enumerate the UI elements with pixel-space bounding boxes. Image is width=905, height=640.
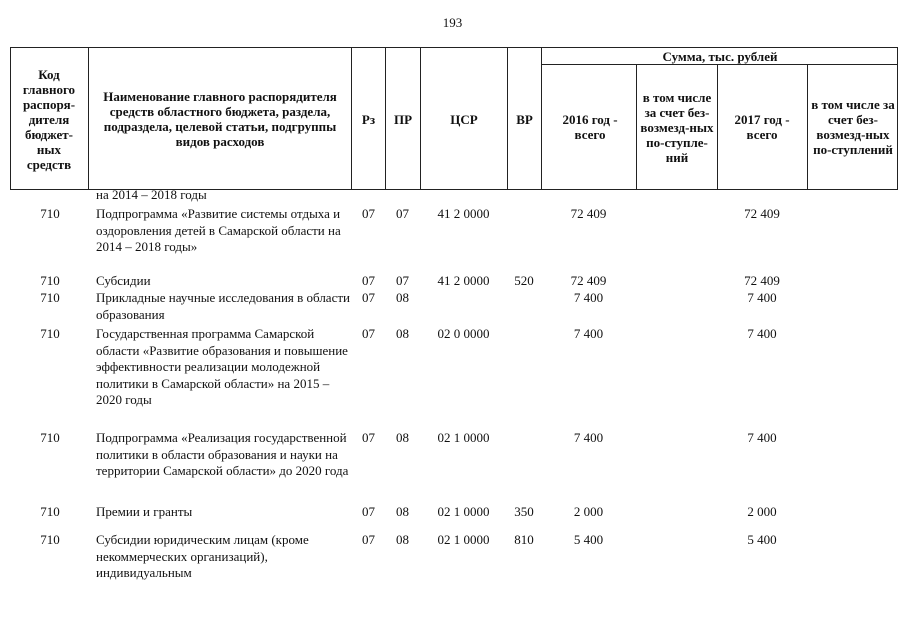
row-vr: 810 bbox=[514, 532, 534, 547]
header-2017-free: в том числе за счет без-возмезд-ных по-ступлений bbox=[811, 97, 895, 157]
row-name: Субсидии юридическим лицам (кроме некоммерческих организаций), индивидуальным bbox=[96, 532, 309, 580]
row-sum-2016: 7 400 bbox=[573, 290, 604, 305]
row-code: 710 bbox=[40, 326, 60, 341]
row-sum-2017: 72 409 bbox=[744, 273, 780, 288]
row-rz: 07 bbox=[362, 206, 375, 221]
row-rz: 07 bbox=[362, 273, 375, 288]
row-rz: 07 bbox=[362, 504, 375, 519]
row-pr: 08 bbox=[396, 430, 409, 445]
row-sum-2017: 72 409 bbox=[744, 206, 780, 221]
row-code: 710 bbox=[40, 273, 60, 288]
row-sum-2017: 7 400 bbox=[747, 326, 777, 341]
row-sum-2016: 7 400 bbox=[573, 430, 604, 445]
row-sum-2017: 7 400 bbox=[747, 290, 777, 305]
header-csr: ЦСР bbox=[450, 111, 478, 127]
row-rz: 07 bbox=[362, 290, 375, 305]
row-name: Подпрограмма «Реализация государственной политики в области образования и науки на территории Самарской области» до 2020 года bbox=[96, 430, 349, 478]
header-rz: Рз bbox=[361, 111, 376, 127]
header-sum-group: Сумма, тыс. рублей bbox=[662, 48, 778, 64]
row-pr: 07 bbox=[396, 206, 409, 221]
row-code: 710 bbox=[40, 532, 60, 547]
header-name: Наименование главного распорядителя средств областного бюджета, раздела, подраздела, целевой статьи, подгруппы видов расходов bbox=[103, 89, 337, 149]
row-vr: 350 bbox=[514, 504, 534, 519]
row-name: Прикладные научные исследования в области образования bbox=[96, 290, 350, 322]
row-code: 710 bbox=[40, 430, 60, 445]
header-pr: ПР bbox=[393, 111, 413, 127]
row-csr: 02 1 0000 bbox=[437, 532, 490, 547]
row-sum-2017: 7 400 bbox=[747, 430, 777, 445]
header-code: Код главного распоря-дителя бюджет-ных средств bbox=[22, 66, 76, 172]
row-code: 710 bbox=[40, 290, 60, 305]
row-csr: 02 0 0000 bbox=[437, 326, 490, 341]
row-sum-2016: 2 000 bbox=[573, 504, 604, 519]
header-2017-total: 2017 год - всего bbox=[734, 112, 790, 142]
row-rz: 07 bbox=[362, 326, 375, 341]
row-name: на 2014 – 2018 годы bbox=[96, 187, 207, 202]
row-csr: 41 2 0000 bbox=[437, 206, 490, 221]
row-pr: 08 bbox=[396, 326, 409, 341]
row-name: Субсидии bbox=[96, 273, 151, 288]
row-name: Подпрограмма «Развитие системы отдыха и оздоровления детей в Самарской области на 2014 – 2018 годы» bbox=[96, 206, 341, 254]
row-csr: 02 1 0000 bbox=[437, 430, 490, 445]
row-vr: 520 bbox=[514, 273, 534, 288]
row-pr: 08 bbox=[396, 532, 409, 547]
row-csr: 02 1 0000 bbox=[437, 504, 490, 519]
row-name: Государственная программа Самарской области «Развитие образования и повышение эффективности реализации молодежной политики в Самарской области» на 2015 – 2020 годы bbox=[96, 326, 348, 407]
row-sum-2016: 5 400 bbox=[573, 532, 604, 547]
header-2016-total: 2016 год - всего bbox=[562, 112, 618, 142]
page-number: 193 bbox=[442, 15, 463, 30]
row-sum-2017: 5 400 bbox=[747, 532, 777, 547]
row-sum-2016: 7 400 bbox=[573, 326, 604, 341]
row-pr: 08 bbox=[396, 290, 409, 305]
header-2016-free: в том числе за счет без-возмезд-ных по-ступле-ний bbox=[640, 89, 714, 165]
row-rz: 07 bbox=[362, 532, 375, 547]
row-code: 710 bbox=[40, 206, 60, 221]
row-sum-2016: 72 409 bbox=[570, 206, 607, 221]
row-csr: 41 2 0000 bbox=[437, 273, 490, 288]
row-name: Премии и гранты bbox=[96, 504, 193, 519]
row-pr: 07 bbox=[396, 273, 409, 288]
row-sum-2016: 72 409 bbox=[570, 273, 607, 288]
header-vr: ВР bbox=[516, 111, 533, 127]
row-sum-2017: 2 000 bbox=[747, 504, 777, 519]
row-rz: 07 bbox=[362, 430, 375, 445]
row-pr: 08 bbox=[396, 504, 409, 519]
row-code: 710 bbox=[40, 504, 60, 519]
